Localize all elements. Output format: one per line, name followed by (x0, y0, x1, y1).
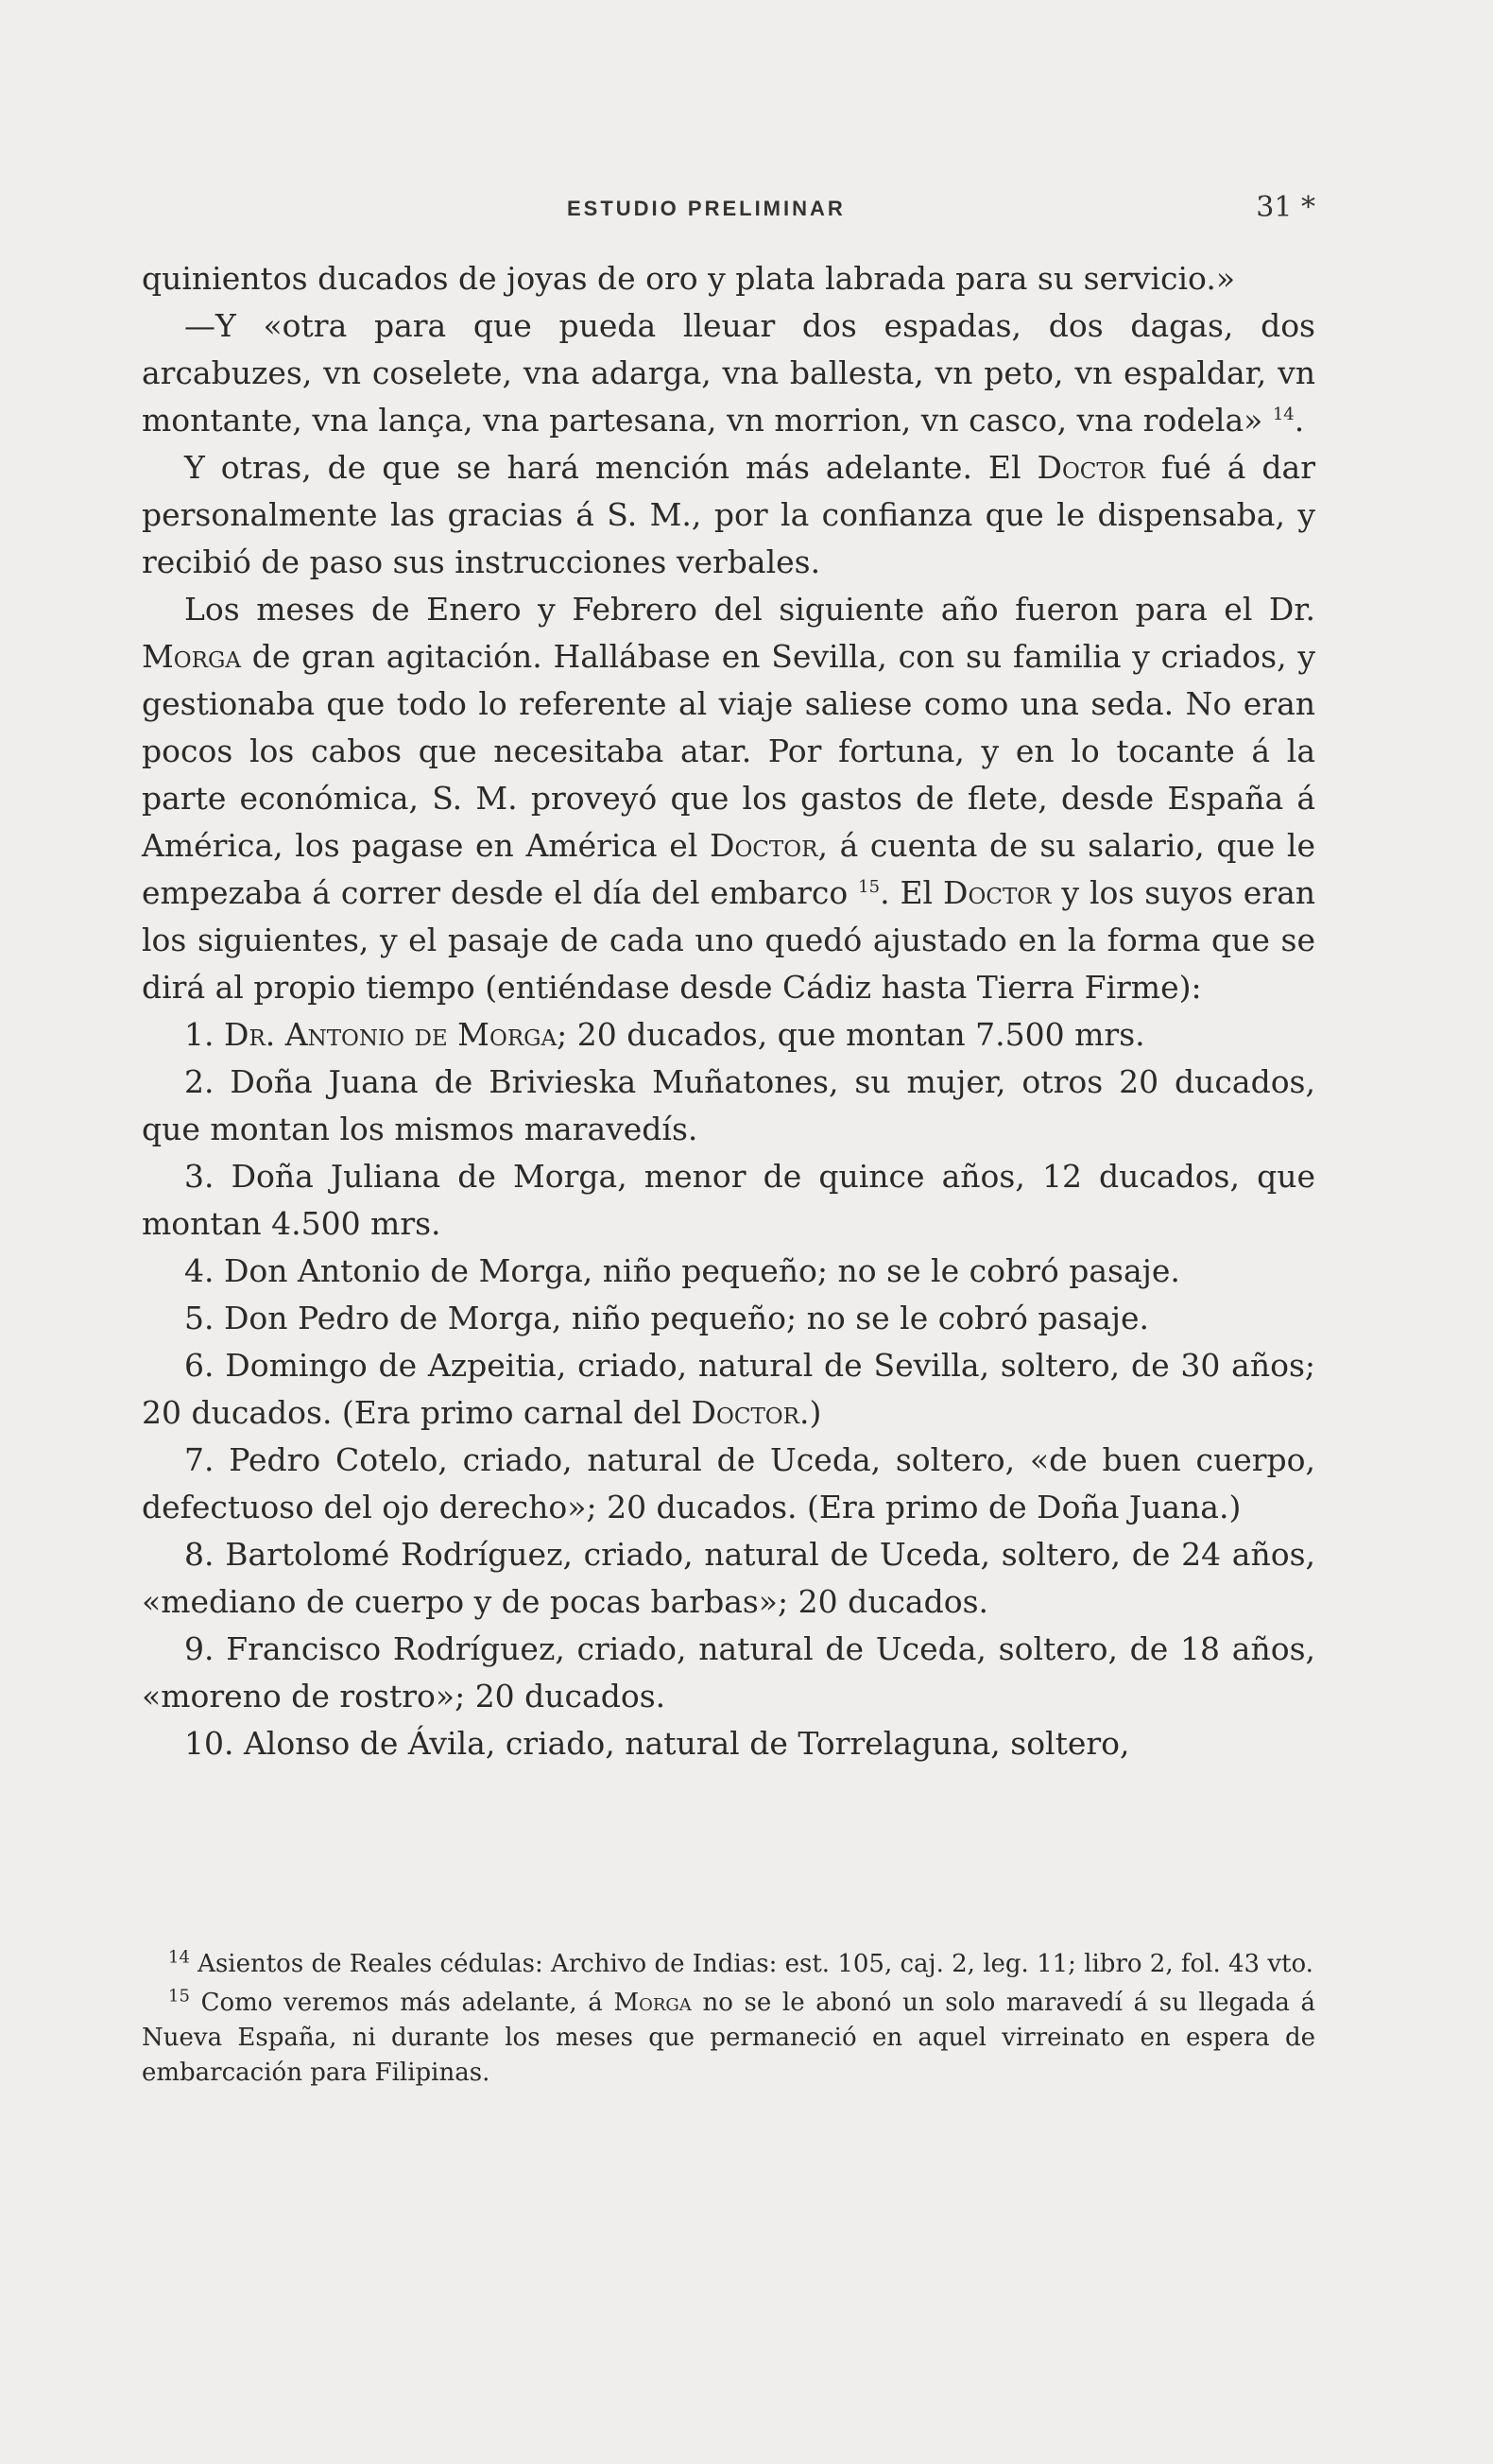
list-item: 10. Alonso de Ávila, criado, natural de Torrelaguna, soltero, (184, 1725, 1130, 1762)
paragraph (142, 255, 1315, 302)
page-number: 31 * (1256, 191, 1315, 224)
small-caps-name: Morga (613, 1989, 692, 2017)
footnotes (142, 1947, 1315, 2094)
footnote (142, 1947, 1315, 1982)
list-item: 5. Don Pedro de Morga, niño pequeño; no se le cobró pasaje. (184, 1300, 1150, 1336)
small-caps-name: Doctor (710, 827, 818, 864)
paragraph (142, 302, 1315, 444)
paragraph-text: . (1294, 402, 1305, 439)
list-item: 4. Don Antonio de Morga, niño pequeño; no se le cobró pasaje. (184, 1252, 1180, 1289)
page-header (142, 189, 1315, 227)
paragraph-text: de gran agitación. Hallábase en Sevilla, con su familia y criados, y gestionaba que todo lo referente al viaje saliese como una seda. No eran pocos los cabos que necesitaba atar. Por fortuna, y en lo tocante á la parte económica, S. M. proveyó que los gastos de flete, desde España á América, los pagase en América el (142, 638, 1315, 864)
paragraph-text: y los suyos eran los siguientes, y el pasaje de cada uno quedó ajustado en la forma que se dirá al propio tiempo (entiéndase desde Cádiz hasta Tierra Firme): (142, 874, 1315, 1006)
paragraph-text: —Y «otra para que pueda lleuar dos espadas, dos dagas, dos arcabuzes, vn coselete, vna adarga, vna ballesta, vn peto, vn espaldar, vn montante, vna lança, vna partesana, vn morrion, vn casco, vna rodela» (142, 307, 1315, 439)
paragraph-text: . El (880, 874, 934, 911)
paragraph-text: , á cuenta de su salario, que le empezaba á correr desde el día del embarco (142, 827, 1316, 911)
paragraph (142, 444, 1315, 586)
list-text: .) (798, 1394, 822, 1431)
list-item: 9. Francisco Rodríguez, criado, natural de Uceda, soltero, de 18 años, «moreno de rostro»; 20 ducados. (142, 1630, 1315, 1714)
list-item: 2. Doña Juana de Brivieska Muñatones, su mujer, otros 20 ducados, que montan los mismos maravedís. (142, 1063, 1315, 1147)
paragraph-text: fué á dar personalmente las gracias á S. M., por la confianza que le dispensaba, y recibió de paso sus instrucciones verbales. (142, 449, 1316, 580)
footnote-ref: 14 (1272, 405, 1295, 424)
small-caps-name: Doctor (943, 874, 1052, 911)
list-number: 1. (184, 1016, 215, 1053)
footnote-number: 15 (168, 1986, 190, 2007)
footnote-text: Como veremos más adelante, á (200, 1989, 603, 2017)
list-item: 8. Bartolomé Rodríguez, criado, natural de Uceda, soltero, de 24 años, «mediano de cuerpo y de pocas barbas»; 20 ducados. (142, 1536, 1315, 1620)
paragraph-text: quinientos ducados de joyas de oro y plata labrada para su servicio.» (142, 260, 1236, 297)
body-text (142, 255, 1315, 1767)
list-item (142, 1011, 1315, 1059)
running-title: ESTUDIO PRELIMINAR (567, 197, 846, 220)
footnote-text: no se le abonó un solo maravedí á su llegada á Nueva España, ni durante los meses que permaneció en aquel virreinato en espera de embarcación para Filipinas. (142, 1989, 1316, 2087)
paragraph-text: Y otras, de que se hará mención más adelante. El (184, 449, 1021, 486)
paragraph-text: Los meses de Enero y Febrero del siguiente año fueron para el Dr. (184, 591, 1315, 628)
small-caps-name: Doctor (691, 1394, 799, 1431)
list-item: 7. Pedro Cotelo, criado, natural de Uceda, soltero, «de buen cuerpo, defectuoso del ojo derecho»; 20 ducados. (Era primo de Doña Juana.) (142, 1441, 1315, 1525)
footnote-ref: 15 (858, 877, 881, 897)
small-caps-name: Morga (142, 638, 241, 675)
footnote-text: Asientos de Reales cédulas: Archivo de Indias: est. 105, caj. 2, leg. 11; libro 2, fol. 43 vto. (197, 1950, 1313, 1978)
list-text: ; 20 ducados, que montan 7.500 mrs. (557, 1016, 1145, 1053)
list-item: 3. Doña Juliana de Morga, menor de quince años, 12 ducados, que montan 4.500 mrs. (142, 1158, 1315, 1242)
paragraph (142, 586, 1315, 1011)
small-caps-name: Doctor (1037, 449, 1145, 486)
footnote-number: 14 (168, 1947, 190, 1968)
list-text: 6. Domingo de Azpeitia, criado, natural de Sevilla, soltero, de 30 años; 20 ducados. (Era primo carnal del (142, 1347, 1315, 1431)
footnote (142, 1986, 1315, 2091)
list-item (142, 1342, 1315, 1437)
small-caps-name: Dr. Antonio de Morga (224, 1016, 558, 1053)
